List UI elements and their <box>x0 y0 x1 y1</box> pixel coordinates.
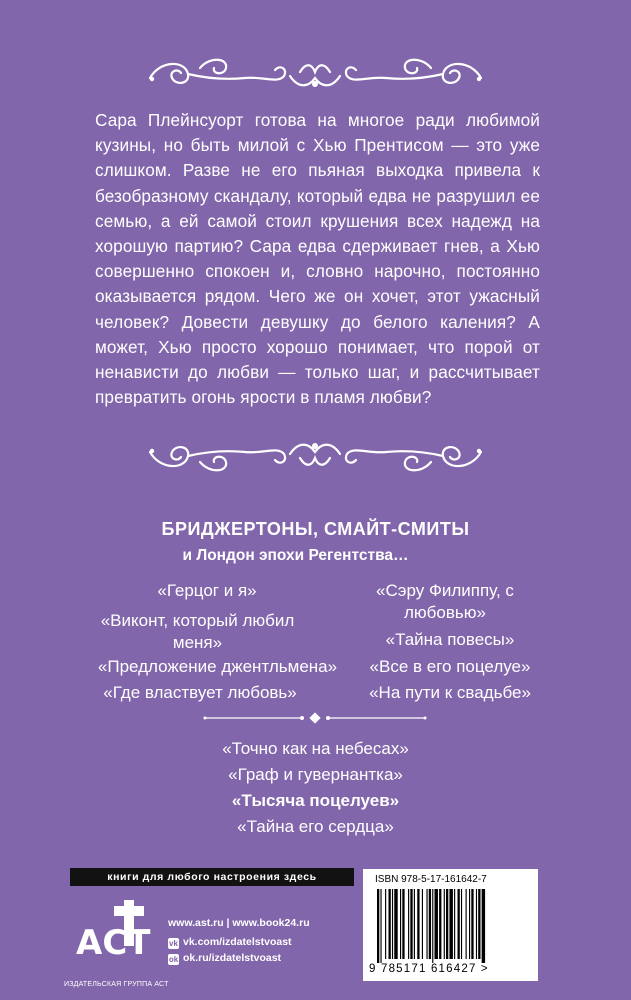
book-center-3: «Тысяча поцелуев» <box>231 791 400 810</box>
book-left-1: «Герцог и я» <box>157 581 257 600</box>
barcode-digits: 9 785171 616427 > <box>369 963 489 975</box>
book-right-3: «Все в его поцелуе» <box>369 657 531 676</box>
vk-link[interactable]: vk.com/izdatelstvoast <box>183 936 292 948</box>
ok-link[interactable]: ok.ru/izdatelstvoast <box>183 952 282 964</box>
book-left-4: «Где властвует любовь» <box>103 683 297 702</box>
divider <box>200 711 430 723</box>
vk-icon: vk <box>169 939 178 948</box>
publisher-logo <box>66 896 161 986</box>
footer-tagline: книги для любого настроения здесь <box>70 868 354 886</box>
blurb-paragraph <box>95 108 540 410</box>
book-left-2: «Виконт, который любил меня» <box>100 611 295 652</box>
book-center-2: «Граф и гувернантка» <box>228 765 403 784</box>
series-title: БРИДЖЕРТОНЫ, СМАЙТ-СМИТЫ <box>161 519 470 539</box>
barcode <box>375 889 525 963</box>
isbn-label: ISBN 978-5-17-161642-7 <box>375 874 487 885</box>
blurb-text: Сара Плейнсуорт готова на многое ради любимой кузины, но быть милой с Хью Прентисом — это уже слишком. Разве не его пьяная выходка привела к безобразному скандалу, который едва не разрушил ее семью, а ей самой стоил крушения всех надежд на хорошую партию? Сара едва сдерживает гнев, а Хью совершенно спокоен и, словно нарочно, постоянно оказывается рядом. Чего же он хочет, этот ужасный человек? Довести девушку до белого каления? А может, Хью просто хорошо понимает, что порой от ненависти до любви — только шаг, и рассчитывает превратить огонь ярости в пламя любви? <box>95 110 540 408</box>
bottom-ornament <box>0 430 631 480</box>
website-links[interactable]: www.ast.ru | www.book24.ru <box>168 917 310 929</box>
book-right-1: «Сэру Филиппу, с любовью» <box>376 581 514 622</box>
ok-icon: ok <box>168 955 179 964</box>
book-left-3: «Предложение джентльмена» <box>97 657 338 676</box>
publisher-caption: ИЗДАТЕЛЬСКАЯ ГРУППА АСТ <box>64 981 169 988</box>
book-right-2: «Тайна повесы» <box>385 630 515 649</box>
book-center-1: «Точно как на небесах» <box>222 739 409 758</box>
series-subtitle: и Лондон эпохи Регентства… <box>182 547 409 564</box>
logo-text: ACT <box>76 923 151 963</box>
top-ornament <box>0 50 631 100</box>
isbn-barcode-box <box>363 869 538 981</box>
book-center-4: «Тайна его сердца» <box>237 817 394 836</box>
book-right-4: «На пути к свадьбе» <box>369 683 531 702</box>
